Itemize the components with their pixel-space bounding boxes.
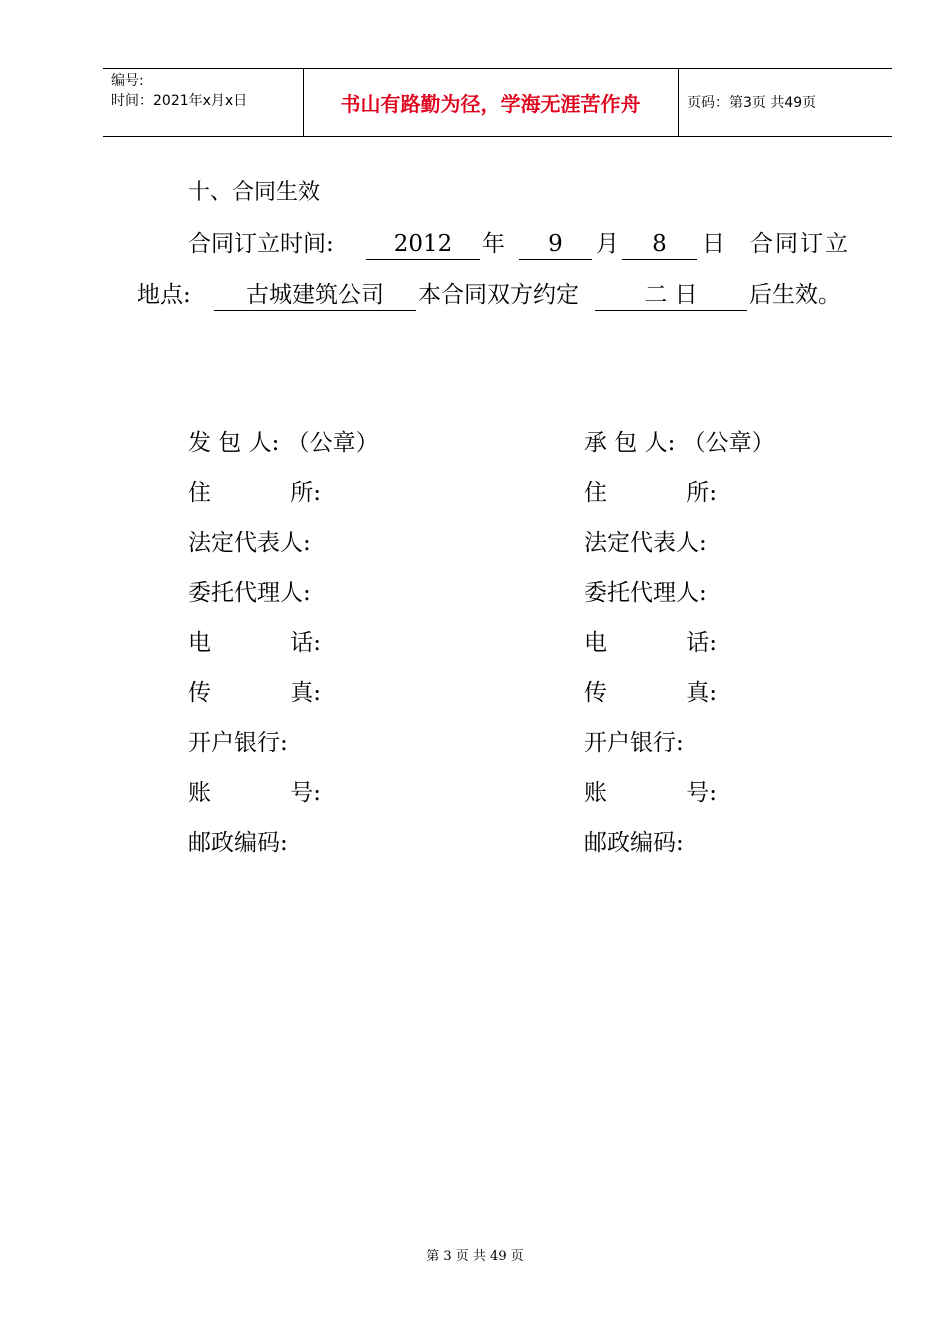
page-footer: 第 3 页 共 49 页 xyxy=(426,1249,524,1264)
party-a-phone-label: 电 话: xyxy=(188,630,321,656)
year-field: 2012 xyxy=(366,229,480,260)
place-label-start: 合同订立 xyxy=(750,231,850,257)
party-b-fax-label: 传 真: xyxy=(584,680,717,706)
party-b-agent-label: 委托代理人: xyxy=(584,580,707,606)
header-page-info: 页码：第3页 共49页 xyxy=(687,95,817,111)
party-a-bank-label: 开户银行: xyxy=(188,730,288,756)
year-unit: 年 xyxy=(482,231,505,257)
date-line-prefix: 合同订立时间: xyxy=(188,231,334,257)
place-label-end: 地点: xyxy=(137,282,191,308)
party-a-legal-rep-label: 法定代表人: xyxy=(188,530,311,556)
party-a-account-label: 账 号: xyxy=(188,780,321,806)
header-left-cell xyxy=(103,69,304,136)
party-b-title: 承 包 人: （公章） xyxy=(584,430,775,456)
header-right-cell xyxy=(679,69,892,136)
party-a-fax-label: 传 真: xyxy=(188,680,321,706)
page-header xyxy=(103,68,892,137)
party-b-account-label: 账 号: xyxy=(584,780,717,806)
place-field: 古城建筑公司 xyxy=(214,280,416,311)
header-center-cell xyxy=(303,69,679,136)
section-title: 十、合同生效 xyxy=(188,180,321,205)
document-date: 时间：2021年x月x日 xyxy=(111,93,248,109)
party-a-title: 发 包 人: （公章） xyxy=(188,430,379,456)
effective-text: 后生效。 xyxy=(749,282,841,308)
document-number-label: 编号: xyxy=(111,73,144,89)
party-b-postcode-label: 邮政编码: xyxy=(584,830,684,856)
day-field: 8 xyxy=(622,229,697,260)
party-b-legal-rep-label: 法定代表人: xyxy=(584,530,707,556)
party-a-address-label: 住 所: xyxy=(188,480,321,506)
month-field: 9 xyxy=(519,229,592,260)
agreement-text: 本合同双方约定 xyxy=(418,282,579,308)
day-unit: 日 xyxy=(702,231,725,257)
month-unit: 月 xyxy=(596,231,619,257)
party-b-phone-label: 电 话: xyxy=(584,630,717,656)
party-b-bank-label: 开户银行: xyxy=(584,730,684,756)
effective-days-field: 二 日 xyxy=(595,280,747,311)
party-a-agent-label: 委托代理人: xyxy=(188,580,311,606)
party-b-address-label: 住 所: xyxy=(584,480,717,506)
party-a-postcode-label: 邮政编码: xyxy=(188,830,288,856)
header-motto: 书山有路勤为径，学海无涯苦作舟 xyxy=(340,92,641,116)
